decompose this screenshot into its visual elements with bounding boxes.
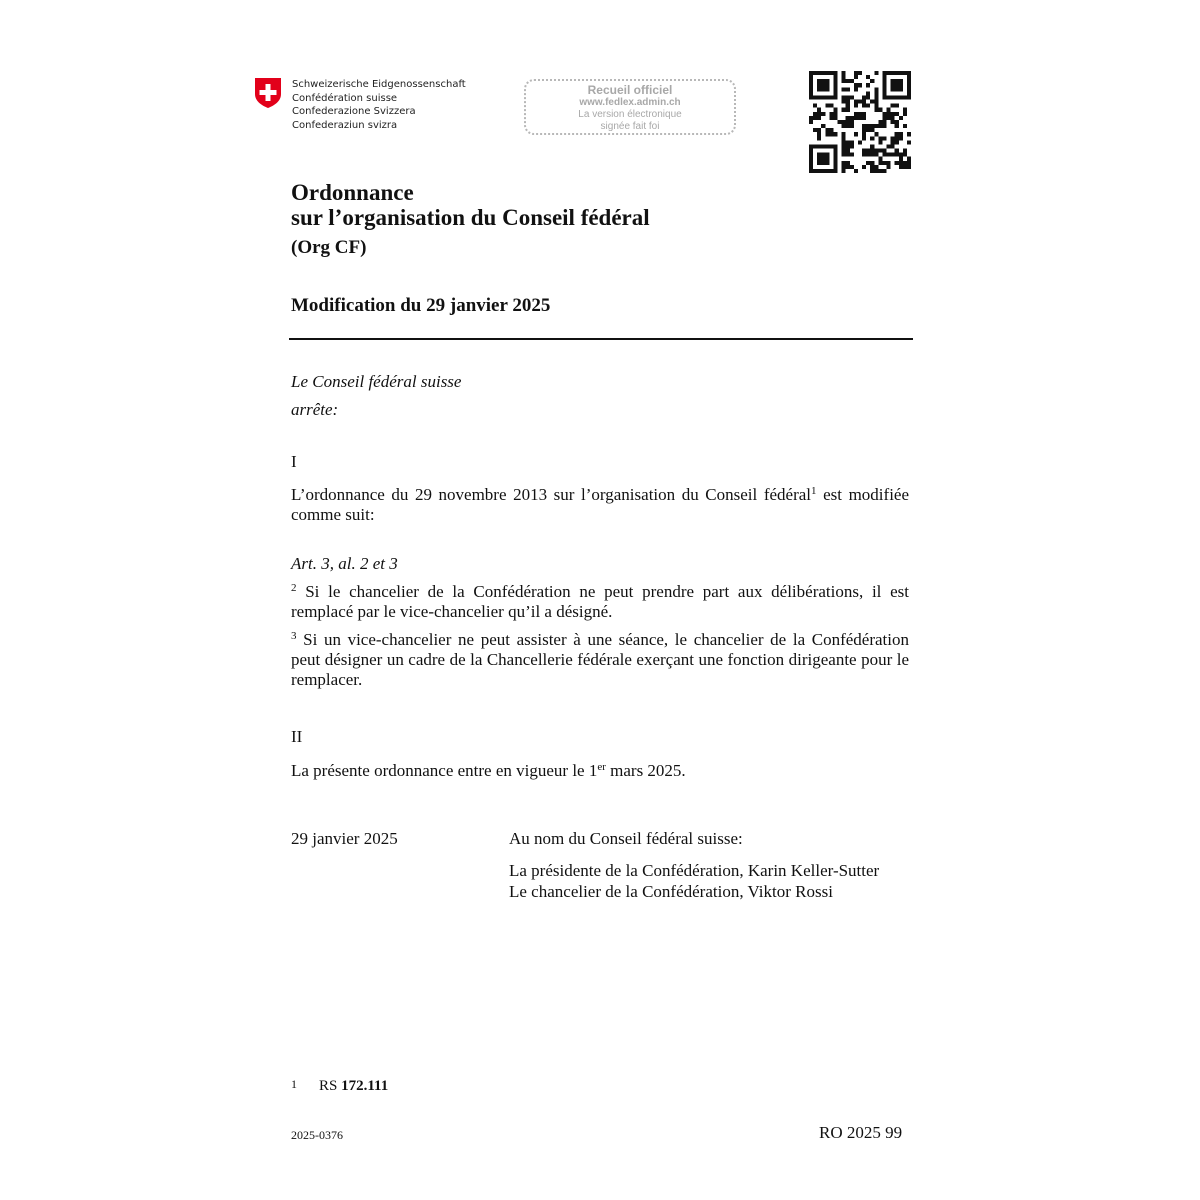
amendment-tail: est modifiée comme suit:	[291, 485, 910, 524]
amendment-paragraph	[291, 485, 909, 525]
paragraph-2-number: 2	[291, 582, 297, 594]
title-line1: Ordonnance	[291, 180, 414, 205]
stamp-line3: La version électronique	[578, 109, 682, 120]
paragraph-2	[291, 582, 909, 622]
footnote-prefix: RS	[319, 1078, 342, 1094]
confed-name-it: Confederazione Svizzera	[292, 106, 416, 117]
on-behalf-line: Au nom du Conseil fédéral suisse:	[509, 829, 743, 848]
footnote-ref-number: 172.111	[341, 1078, 389, 1094]
confed-name-rm: Confederaziun svizra	[292, 119, 398, 131]
confed-name-fr: Confédération suisse	[292, 92, 398, 104]
confederation-names	[292, 78, 466, 132]
footnote-ref: 1	[811, 485, 817, 497]
title-rule	[289, 338, 913, 340]
document-title	[291, 180, 650, 230]
entry-into-force	[291, 761, 686, 781]
swiss-cross-icon	[253, 77, 283, 109]
qr-code-icon	[809, 71, 911, 173]
article-heading: Art. 3, al. 2 et 3	[291, 554, 398, 573]
document-number: 2025-0376	[291, 1128, 343, 1142]
amendment-text: L’ordonnance du 29 novembre 2013 sur l’organisation du Conseil fédéral	[291, 485, 812, 504]
confed-name-de: Schweizerische Eidgenossenschaft	[292, 79, 466, 90]
document-abbreviation: (Org CF)	[291, 237, 367, 258]
footnote-number: 1	[291, 1077, 297, 1091]
footnote	[291, 1077, 388, 1095]
title-line2: sur l’organisation du Conseil fédéral	[291, 205, 650, 230]
preamble-line2: arrête:	[291, 400, 339, 419]
signatory-chancellor: Le chancelier de la Confédération, Viktor Rossi	[509, 882, 833, 901]
entry-tail: mars 2025.	[605, 761, 686, 780]
preamble	[291, 368, 461, 424]
stamp-line1: Recueil officiel	[587, 83, 673, 97]
official-stamp	[524, 79, 736, 135]
paragraph-3-number: 3	[291, 630, 297, 642]
modification-date: Modification du 29 janvier 2025	[291, 295, 551, 316]
paragraph-2-text: Si le chancelier de la Confédération ne peut prendre part aux délibérations, il est remplacé par le vice-chancelier qu’il a désigné.	[291, 582, 909, 621]
paragraph-3-text: Si un vice-chancelier ne peut assister à une séance, le chancelier de la Confédération peut désigner un cadre de la Chancellerie fédérale exerçant une fonction dirigeante pour le remplacer.	[291, 630, 909, 689]
signature-date: 29 janvier 2025	[291, 829, 398, 848]
official-compilation-ref: RO 2025 99	[819, 1123, 903, 1142]
section-heading-2: II	[291, 727, 303, 746]
section-heading-1: I	[291, 452, 297, 471]
paragraph-3	[291, 630, 909, 690]
preamble-line1: Le Conseil fédéral suisse	[291, 372, 462, 391]
signatory-president: La présidente de la Confédération, Karin Keller-Sutter	[509, 861, 880, 880]
stamp-line2: www.fedlex.admin.ch	[579, 97, 681, 108]
entry-ordinal: er	[597, 761, 606, 773]
stamp-line4: signée fait foi	[600, 121, 660, 132]
entry-text: La présente ordonnance entre en vigueur le 1	[291, 761, 598, 780]
